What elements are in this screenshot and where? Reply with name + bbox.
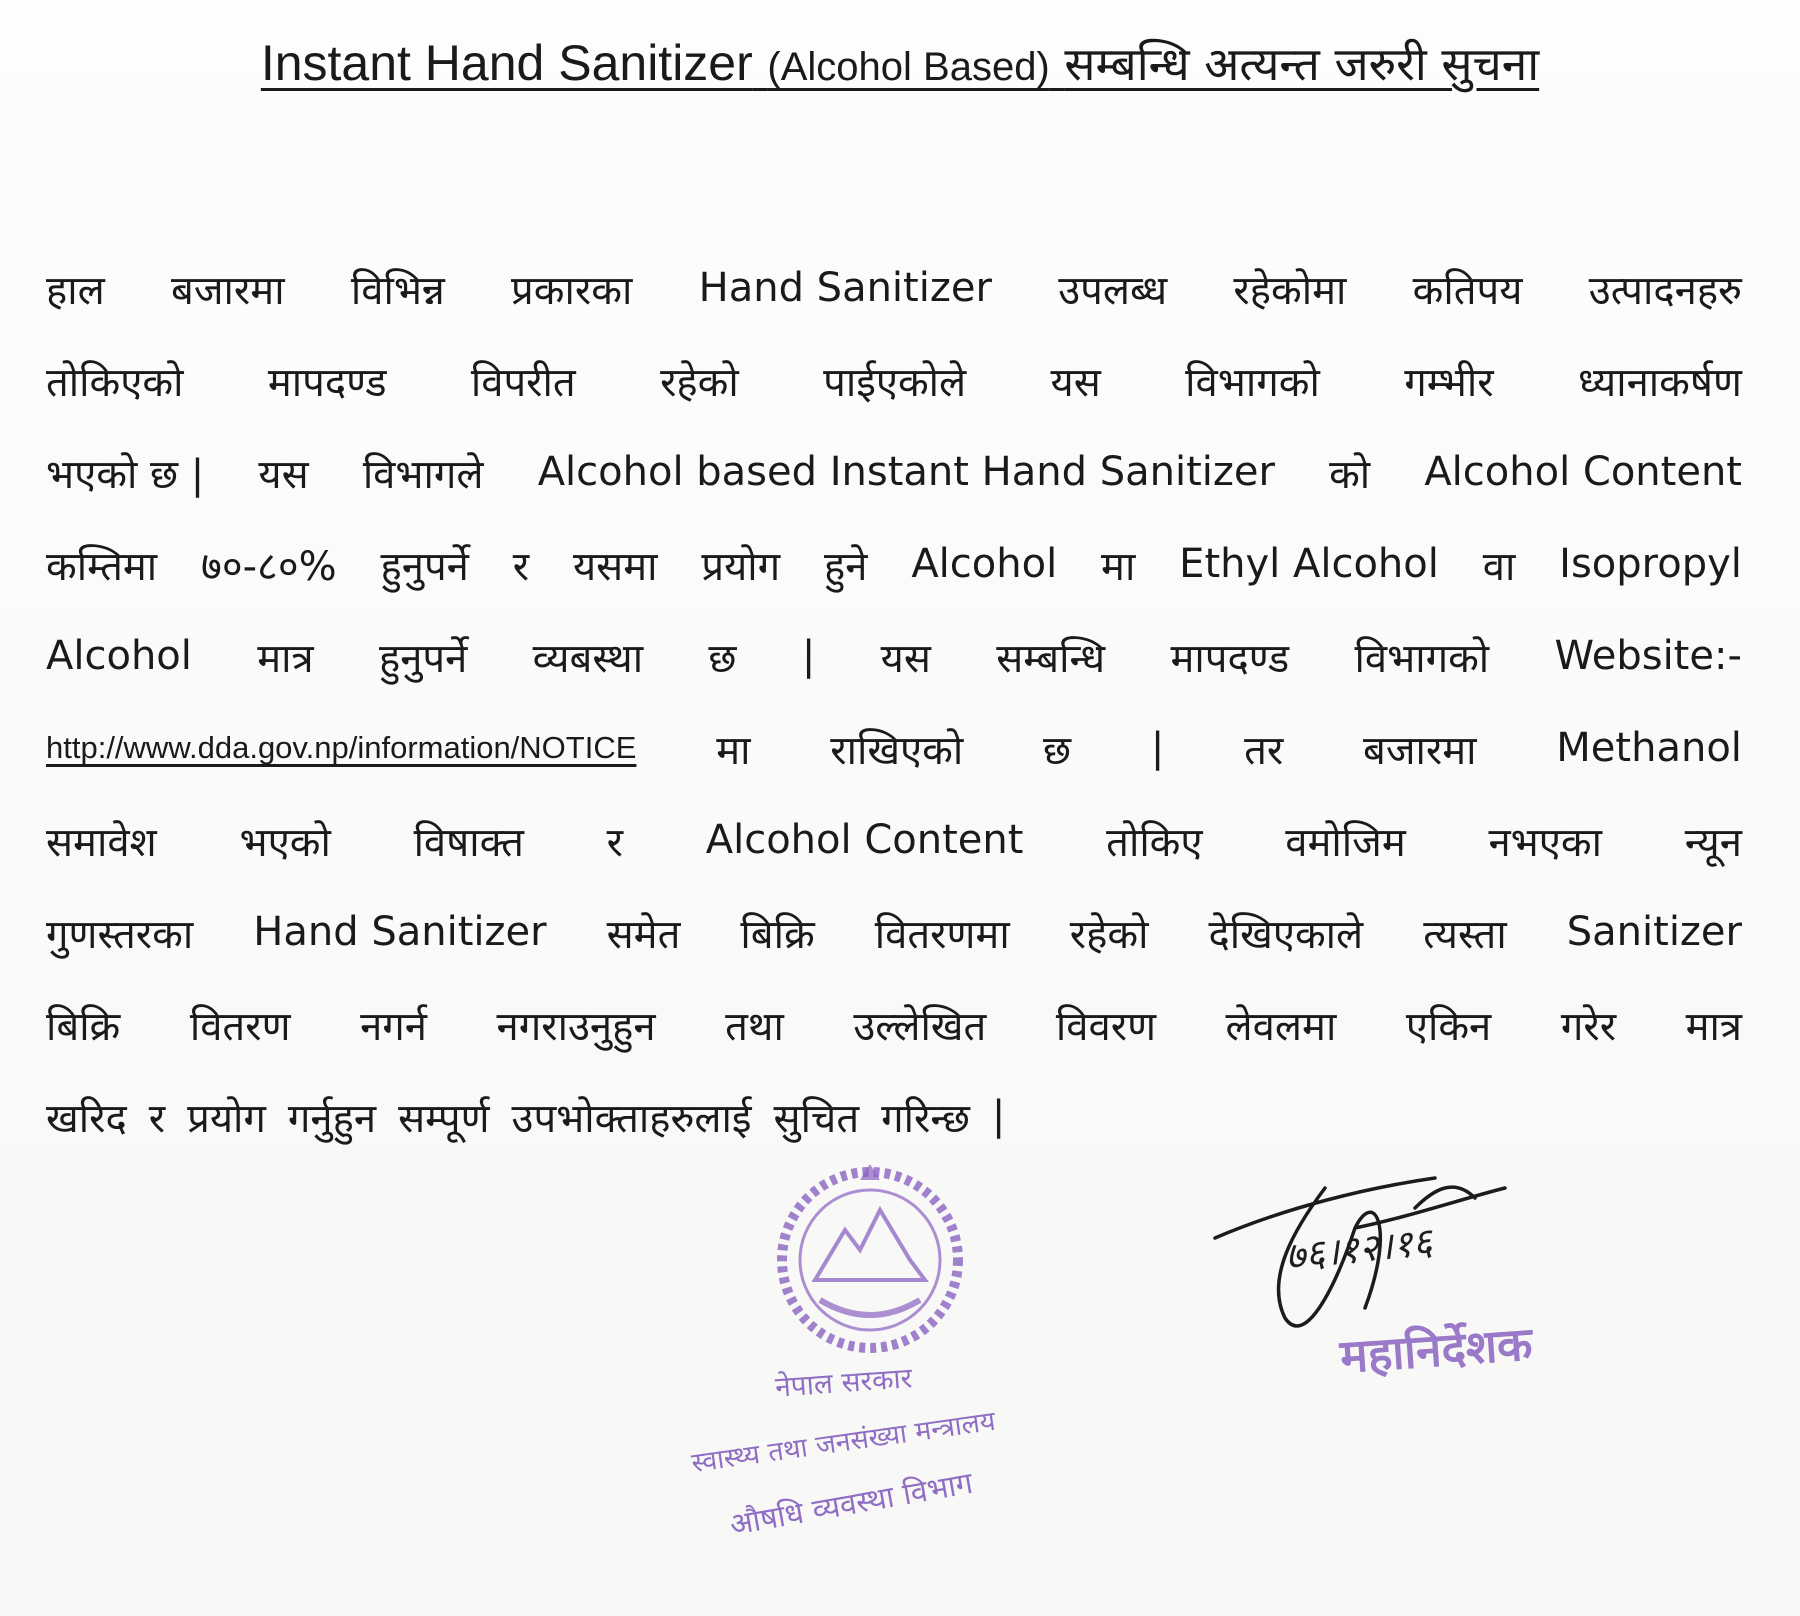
body-word: तोकिएको (46, 359, 184, 406)
body-word: र (512, 543, 530, 590)
body-word: ध्यानाकर्षण (1577, 359, 1742, 406)
body-word: सम्पूर्ण (398, 1095, 490, 1142)
body-word: विभागले (362, 451, 484, 498)
body-word: छ (708, 635, 737, 682)
body-word: | (991, 1093, 1006, 1139)
body-word: बिक्रि (740, 911, 815, 958)
notice-title (0, 28, 1800, 102)
body-word: विपरीत (470, 359, 576, 406)
body-word: मा (716, 727, 751, 774)
body-word: रहेको (1069, 911, 1149, 958)
body-word: उत्पादनहरु (1588, 267, 1742, 314)
title-parenthetical: (Alcohol Based) (767, 45, 1050, 89)
body-word: गम्भीर (1404, 359, 1494, 406)
body-word: Isopropyl (1559, 541, 1742, 587)
body-word: एकिन (1405, 1003, 1492, 1050)
designation-stamp: महानिर्देशक (1338, 1316, 1535, 1384)
body-word: समावेश (46, 819, 157, 866)
body-word: छ (1043, 727, 1072, 774)
body-word: वमोजिम (1285, 819, 1406, 866)
body-word: कतिपय (1412, 267, 1523, 314)
title-nepali: सम्बन्धि अत्यन्त जरुरी सुचना (1064, 37, 1540, 91)
body-line (46, 242, 1742, 334)
body-word: को (1329, 451, 1371, 498)
body-line (46, 886, 1742, 978)
body-word: प्रकारका (511, 267, 633, 314)
body-word: मापदण्ड (267, 359, 387, 406)
body-word: बजारमा (171, 267, 285, 314)
body-word: राखिएको (830, 727, 964, 774)
body-word: त्यस्ता (1423, 911, 1507, 958)
body-line (46, 518, 1742, 610)
body-word: Hand Sanitizer (698, 265, 992, 311)
body-word: | (801, 633, 816, 679)
seal-line-2: स्वास्थ्य तथा जनसंख्या मन्त्रालय (689, 1405, 998, 1480)
body-word: गरेर (1560, 1003, 1617, 1050)
body-word: यस (1050, 359, 1101, 406)
body-word: | (1150, 725, 1165, 771)
signature-date: ७६।१२।१६ (1283, 1219, 1435, 1279)
body-word: र (606, 819, 623, 866)
body-word: प्रयोग (187, 1095, 266, 1142)
body-word: गुणस्तरका (46, 911, 194, 958)
body-word: समेत (606, 911, 681, 958)
body-word: कम्तिमा (46, 543, 158, 590)
body-word: खरिद (46, 1095, 127, 1142)
title-english: Instant Hand Sanitizer (260, 35, 753, 91)
body-word: हाल (46, 267, 105, 314)
body-word: नगर्न (360, 1003, 427, 1050)
seal-line-3: औषधि व्यवस्था विभाग (727, 1465, 976, 1544)
body-word: यसमा (572, 543, 658, 590)
body-word: Alcohol Content (705, 817, 1024, 863)
body-line (46, 794, 1742, 886)
body-word: Alcohol based Instant Hand Sanitizer (537, 449, 1275, 495)
body-line (46, 978, 1742, 1070)
body-word: हुने (824, 543, 868, 590)
body-word: तर (1244, 727, 1284, 774)
body-word: भएको (239, 819, 331, 866)
body-line (46, 426, 1742, 518)
body-word: Alcohol (46, 633, 192, 679)
body-word: विभागको (1354, 635, 1490, 682)
body-word: Alcohol Content (1424, 449, 1742, 495)
body-word: Alcohol (911, 541, 1058, 587)
body-word: उपभोक्ताहरुलाई (511, 1095, 752, 1142)
body-word: सुचित (773, 1095, 860, 1142)
body-word: विषाक्त (413, 819, 524, 866)
body-word: नगराउनुहुन (496, 1003, 656, 1050)
body-word: र (148, 1095, 166, 1142)
body-word: देखिएकाले (1208, 911, 1364, 958)
body-word: Website:- (1554, 633, 1742, 679)
body-word: ७०-८०% (201, 543, 337, 590)
body-word: वितरणमा (874, 911, 1010, 958)
body-word: यस (258, 451, 309, 498)
body-word: यस (880, 635, 931, 682)
body-word: हुनुपर्ने (380, 543, 469, 590)
body-word: रहेकोमा (1233, 267, 1347, 314)
body-word: व्यबस्था (532, 635, 644, 682)
seal-line-1: नेपाल सरकार (774, 1361, 914, 1404)
body-word: उल्लेखित (853, 1003, 987, 1050)
body-word: वितरण (189, 1003, 291, 1050)
notice-body (46, 242, 1742, 1162)
body-line (46, 1070, 1742, 1162)
body-word: सम्बन्धि (996, 635, 1106, 682)
body-word: Sanitizer (1566, 909, 1742, 955)
body-word: मापदण्ड (1170, 635, 1290, 682)
body-word: गर्नुहुन (287, 1095, 377, 1142)
body-line (46, 702, 1742, 794)
nepal-emblem-icon (760, 1160, 980, 1360)
body-word: विभागको (1185, 359, 1320, 406)
body-word: विवरण (1055, 1003, 1156, 1050)
body-word: रहेको (660, 359, 739, 406)
body-word: तोकिए (1106, 819, 1203, 866)
body-word: वा (1482, 543, 1516, 590)
body-word: मा (1101, 543, 1136, 590)
body-word: विभिन्न (350, 267, 445, 314)
body-line (46, 334, 1742, 426)
body-word: पाईएकोले (823, 359, 967, 406)
body-word: प्रयोग (701, 543, 781, 590)
body-word: उपलब्ध (1058, 267, 1168, 314)
body-word: तथा (725, 1003, 784, 1050)
body-word: भएको छ | (46, 451, 205, 498)
body-word: बिक्रि (46, 1003, 121, 1050)
body-word: Methanol (1556, 725, 1742, 771)
website-link[interactable]: http://www.dda.gov.np/information/NOTICE (46, 730, 637, 765)
body-word: नभएका (1488, 819, 1603, 866)
body-word: मात्र (1685, 1003, 1742, 1050)
body-word: मात्र (257, 635, 314, 682)
body-word: Hand Sanitizer (253, 909, 547, 955)
body-word: बजारमा (1363, 727, 1477, 774)
body-word: लेवलमा (1225, 1003, 1337, 1050)
body-line (46, 610, 1742, 702)
body-word: न्यून (1684, 819, 1742, 866)
body-word: हुनुपर्ने (378, 635, 468, 682)
body-word: गरिन्छ (881, 1095, 970, 1142)
official-seal (689, 1160, 1110, 1544)
body-word: Ethyl Alcohol (1179, 541, 1439, 587)
